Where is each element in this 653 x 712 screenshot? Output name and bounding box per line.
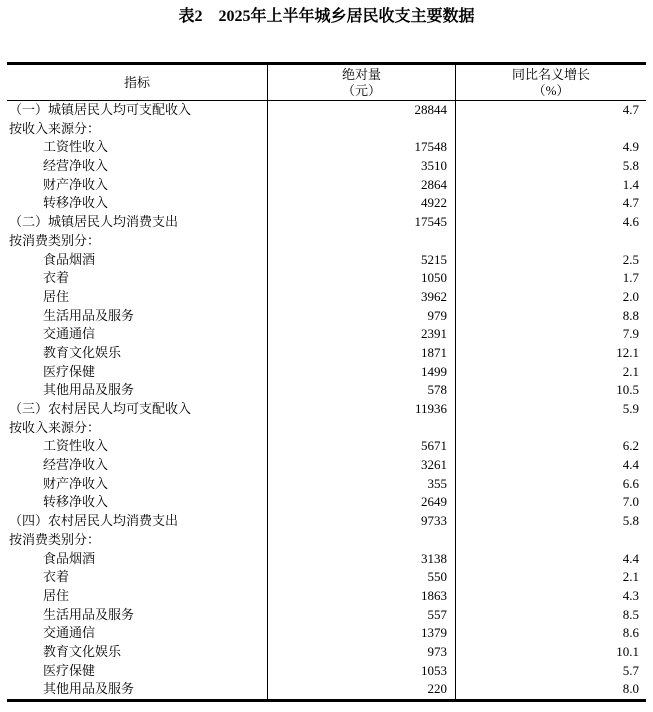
table-row xyxy=(7,493,646,512)
absolute-value-cell: 11936 xyxy=(268,400,456,419)
growth-value-cell: 4.4 xyxy=(622,550,639,566)
column-header-growth-label: 同比名义增长 xyxy=(511,66,590,82)
indicator-cell: （四）农村居民人均消费支出 xyxy=(7,512,268,531)
absolute-value-cell xyxy=(268,419,456,438)
table-row xyxy=(7,176,646,195)
table-row xyxy=(7,662,646,681)
growth-value-cell: 10.1 xyxy=(616,643,639,659)
absolute-value-cell: 1863 xyxy=(268,587,456,606)
growth-value-cell: 7.0 xyxy=(622,494,639,510)
table-row xyxy=(7,550,646,569)
growth-value-cell: 4.4 xyxy=(622,457,639,473)
table-row xyxy=(7,344,646,363)
absolute-value-cell xyxy=(268,531,456,550)
table-row xyxy=(7,120,646,139)
absolute-value-cell: 5671 xyxy=(268,437,456,456)
column-header-growth-unit: （%） xyxy=(532,82,570,98)
table-row xyxy=(7,624,646,643)
absolute-value-cell: 3138 xyxy=(268,550,456,569)
indicator-cell: 生活用品及服务 xyxy=(7,606,268,625)
indicator-cell: 生活用品及服务 xyxy=(7,307,268,326)
growth-value-cell xyxy=(456,120,646,139)
growth-value-cell: 4.7 xyxy=(622,102,639,117)
table-row xyxy=(7,363,646,382)
table-row xyxy=(7,475,646,494)
growth-value-cell xyxy=(456,232,646,251)
absolute-value-cell: 220 xyxy=(268,680,456,699)
growth-value-cell: 2.1 xyxy=(622,569,639,585)
growth-value-cell: 5.7 xyxy=(622,662,639,678)
indicator-cell: 其他用品及服务 xyxy=(7,381,268,400)
indicator-cell: 医疗保健 xyxy=(7,662,268,681)
growth-value-cell: 6.2 xyxy=(622,438,639,454)
growth-value-cell: 2.1 xyxy=(622,363,639,379)
table-row xyxy=(7,269,646,288)
absolute-value-cell: 3261 xyxy=(268,456,456,475)
indicator-cell: 教育文化娱乐 xyxy=(7,344,268,363)
indicator-cell: 按消费类别分： xyxy=(7,232,268,251)
absolute-value-cell: 355 xyxy=(268,475,456,494)
indicator-cell: 按收入来源分： xyxy=(7,120,268,139)
growth-value-cell: 1.4 xyxy=(622,176,639,192)
absolute-value-cell: 4922 xyxy=(268,194,456,213)
table-row xyxy=(7,251,646,270)
indicator-cell: 按收入来源分： xyxy=(7,419,268,438)
absolute-value-cell: 979 xyxy=(268,307,456,326)
absolute-value-cell: 17548 xyxy=(268,138,456,157)
absolute-value-cell xyxy=(268,120,456,139)
data-table xyxy=(7,62,646,702)
table-row xyxy=(7,307,646,326)
table-row xyxy=(7,568,646,587)
absolute-value-cell: 28844 xyxy=(268,101,456,120)
table-row xyxy=(7,531,646,550)
absolute-value-cell: 9733 xyxy=(268,512,456,531)
table-row xyxy=(7,643,646,662)
column-header-absolute-label: 绝对量 xyxy=(341,66,381,82)
absolute-value-cell: 3962 xyxy=(268,288,456,307)
absolute-value-cell: 973 xyxy=(268,643,456,662)
indicator-cell: 经营净收入 xyxy=(7,157,268,176)
indicator-cell: 财产净收入 xyxy=(7,475,268,494)
indicator-cell: 衣着 xyxy=(7,269,268,288)
growth-value-cell: 10.5 xyxy=(616,382,639,398)
column-header-indicator-label: 指标 xyxy=(123,74,150,90)
absolute-value-cell: 1499 xyxy=(268,363,456,382)
table-row xyxy=(7,288,646,307)
table-row xyxy=(7,400,646,419)
indicator-cell: 工资性收入 xyxy=(7,437,268,456)
table-row xyxy=(7,680,646,699)
indicator-cell: 转移净收入 xyxy=(7,493,268,512)
absolute-value-cell: 17545 xyxy=(268,213,456,232)
growth-value-cell: 4.6 xyxy=(622,214,639,230)
indicator-cell: （二）城镇居民人均消费支出 xyxy=(7,213,268,232)
table-row xyxy=(7,157,646,176)
growth-value-cell: 8.8 xyxy=(622,307,639,323)
growth-value-cell: 5.8 xyxy=(622,513,639,529)
indicator-cell: 交通通信 xyxy=(7,325,268,344)
growth-value-cell: 4.7 xyxy=(622,195,639,211)
absolute-value-cell: 1050 xyxy=(268,269,456,288)
column-header-indicator xyxy=(7,65,268,100)
growth-value-cell: 12.1 xyxy=(616,344,639,360)
indicator-cell: 交通通信 xyxy=(7,624,268,643)
table-row xyxy=(7,437,646,456)
growth-value-cell: 8.0 xyxy=(622,681,639,697)
table-body xyxy=(7,101,646,699)
absolute-value-cell: 2649 xyxy=(268,493,456,512)
absolute-value-cell: 3510 xyxy=(268,157,456,176)
table-row xyxy=(7,232,646,251)
table-row xyxy=(7,456,646,475)
table-row xyxy=(7,325,646,344)
growth-value-cell: 8.5 xyxy=(622,606,639,622)
absolute-value-cell: 1053 xyxy=(268,662,456,681)
absolute-value-cell: 5215 xyxy=(268,251,456,270)
table-row xyxy=(7,213,646,232)
growth-value-cell: 1.7 xyxy=(622,270,639,286)
indicator-cell: （三）农村居民人均可支配收入 xyxy=(7,400,268,419)
indicator-cell: 居住 xyxy=(7,288,268,307)
absolute-value-cell: 1871 xyxy=(268,344,456,363)
indicator-cell: 财产净收入 xyxy=(7,176,268,195)
absolute-value-cell: 1379 xyxy=(268,624,456,643)
growth-value-cell: 2.0 xyxy=(622,288,639,304)
absolute-value-cell: 2391 xyxy=(268,325,456,344)
growth-value-cell xyxy=(456,419,646,438)
indicator-cell: 医疗保健 xyxy=(7,363,268,382)
growth-value-cell: 8.6 xyxy=(622,625,639,641)
indicator-cell: 其他用品及服务 xyxy=(7,680,268,699)
growth-value-cell: 6.6 xyxy=(622,475,639,491)
indicator-cell: 食品烟酒 xyxy=(7,550,268,569)
indicator-cell: 按消费类别分： xyxy=(7,531,268,550)
table-row xyxy=(7,138,646,157)
absolute-value-cell xyxy=(268,232,456,251)
table-row xyxy=(7,381,646,400)
absolute-value-cell: 578 xyxy=(268,381,456,400)
growth-value-cell xyxy=(456,531,646,550)
absolute-value-cell: 550 xyxy=(268,568,456,587)
table-row xyxy=(7,101,646,120)
column-header-absolute xyxy=(268,65,456,100)
table-row xyxy=(7,419,646,438)
growth-value-cell: 7.9 xyxy=(622,326,639,342)
growth-value-cell: 4.3 xyxy=(622,587,639,603)
table-row xyxy=(7,587,646,606)
indicator-cell: 居住 xyxy=(7,587,268,606)
indicator-cell: 工资性收入 xyxy=(7,138,268,157)
table-header-row xyxy=(7,65,646,101)
indicator-cell: 经营净收入 xyxy=(7,456,268,475)
growth-value-cell: 4.9 xyxy=(622,139,639,155)
table-row xyxy=(7,606,646,625)
table-row xyxy=(7,194,646,213)
indicator-cell: 食品烟酒 xyxy=(7,251,268,270)
growth-value-cell: 5.8 xyxy=(622,158,639,174)
indicator-cell: 转移净收入 xyxy=(7,194,268,213)
table-row xyxy=(7,512,646,531)
absolute-value-cell: 557 xyxy=(268,606,456,625)
column-header-growth xyxy=(456,65,646,100)
column-header-absolute-unit: （元） xyxy=(341,82,381,98)
growth-value-cell: 5.9 xyxy=(622,401,639,416)
indicator-cell: 衣着 xyxy=(7,568,268,587)
indicator-cell: （一）城镇居民人均可支配收入 xyxy=(7,101,268,120)
table-title: 表2 2025年上半年城乡居民收支主要数据 xyxy=(178,8,475,25)
absolute-value-cell: 2864 xyxy=(268,176,456,195)
indicator-cell: 教育文化娱乐 xyxy=(7,643,268,662)
growth-value-cell: 2.5 xyxy=(622,251,639,267)
